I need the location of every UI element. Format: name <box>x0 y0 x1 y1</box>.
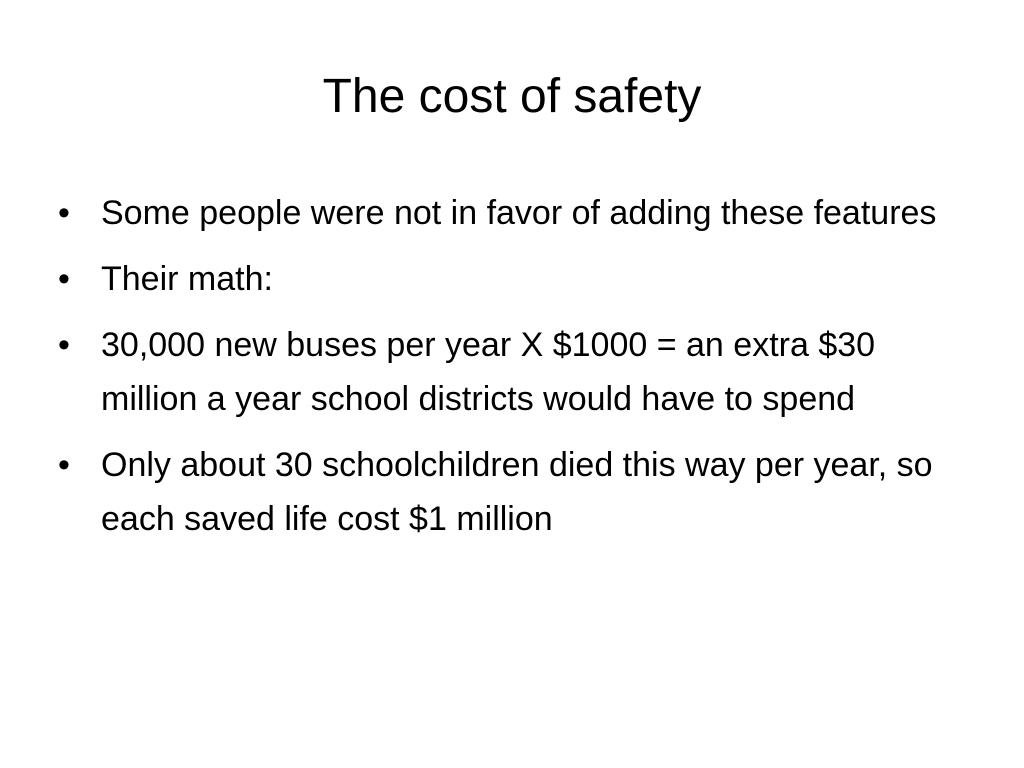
bullet-item-3 <box>58 318 978 426</box>
bullet-marker: • <box>58 260 70 298</box>
bullet-marker: • <box>58 326 70 364</box>
bullet-item-4 <box>58 438 978 546</box>
bullet-text: 30,000 new buses per year X $1000 = an extra $30 million a year school districts would have to spend <box>101 326 876 418</box>
bullet-item-2 <box>58 252 978 306</box>
bullet-text: Their math: <box>101 260 273 298</box>
bullet-list <box>58 186 978 558</box>
bullet-item-1 <box>58 186 978 240</box>
bullet-text: Some people were not in favor of adding these features <box>101 194 937 232</box>
bullet-text: Only about 30 schoolchildren died this way per year, so each saved life cost $1 million <box>101 446 933 538</box>
slide-title: The cost of safety <box>322 70 702 123</box>
bullet-marker: • <box>58 446 70 484</box>
bullet-marker: • <box>58 194 70 232</box>
